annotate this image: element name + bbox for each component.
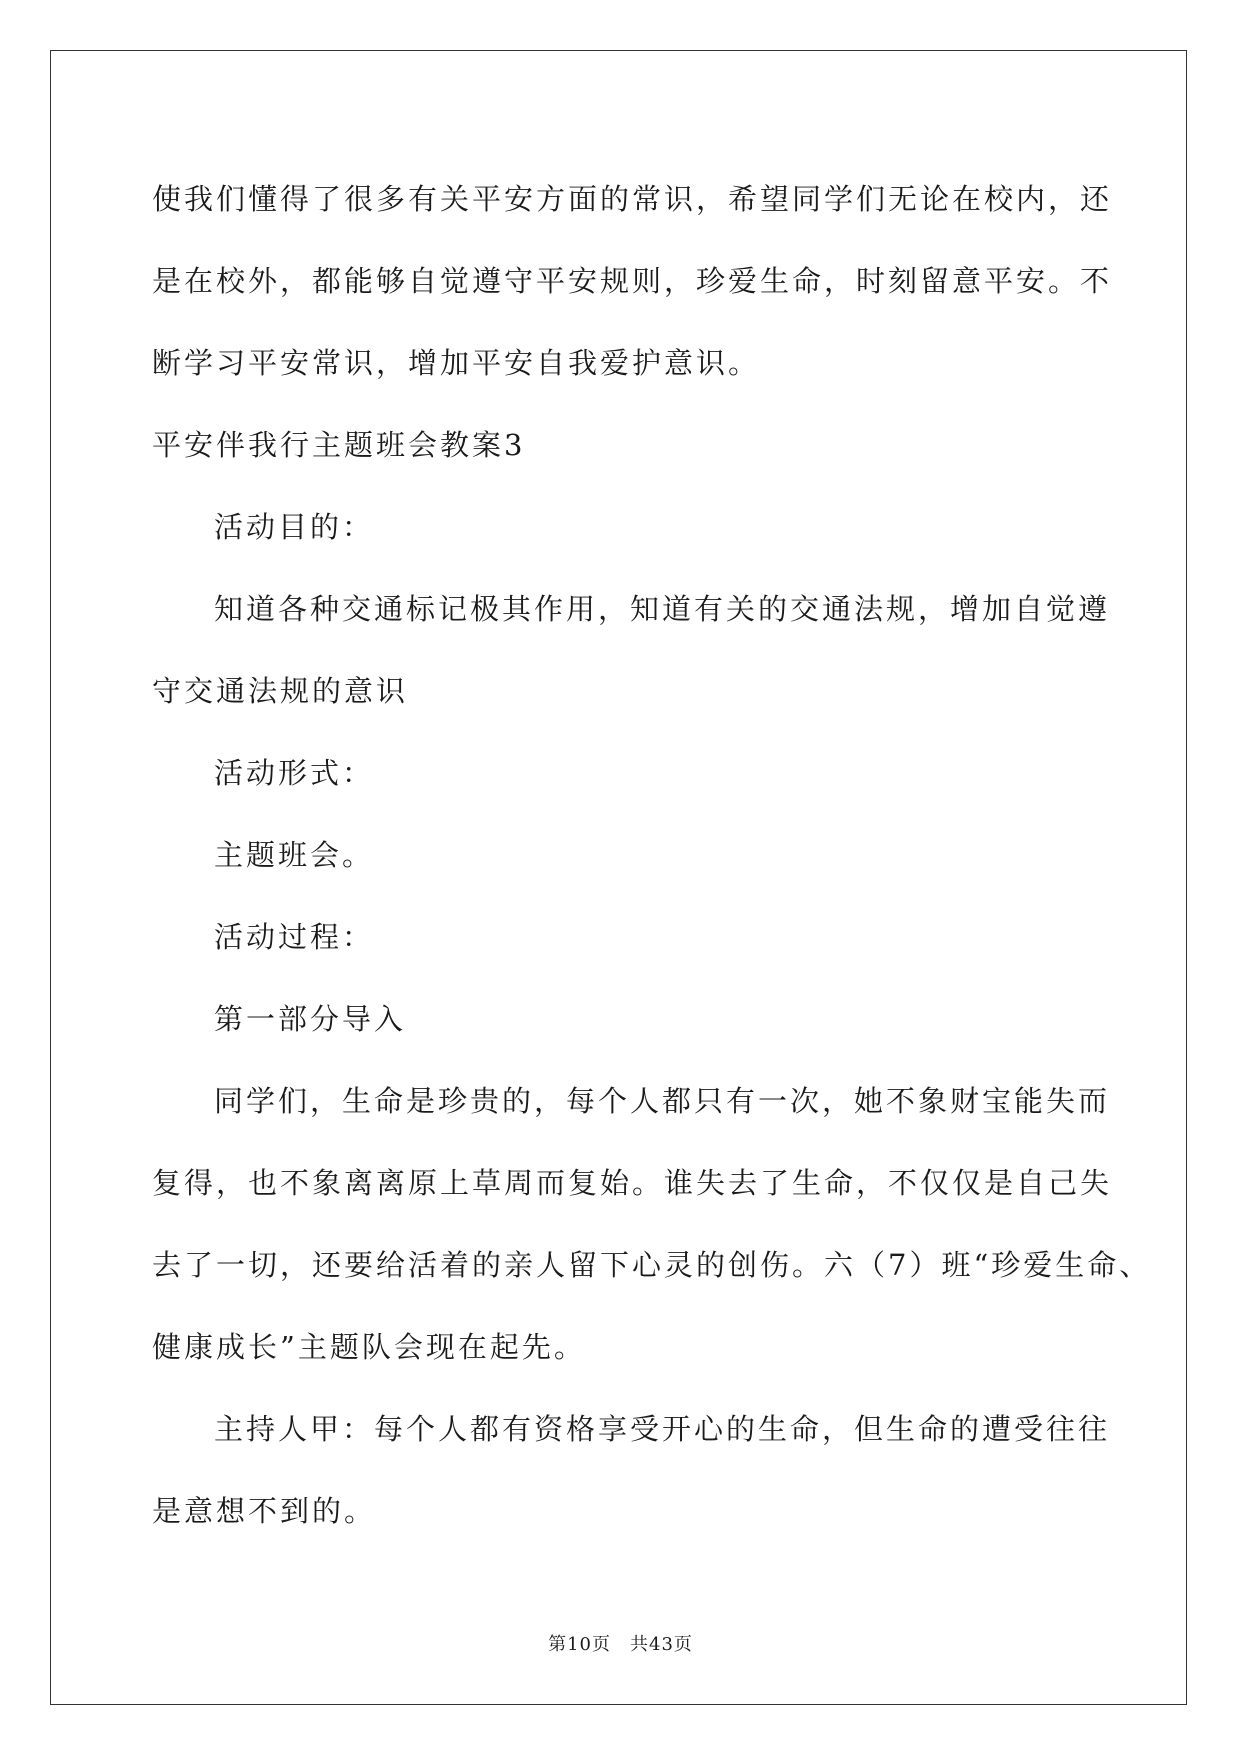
paragraph-line: 使我们懂得了很多有关平安方面的常识，希望同学们无论在校内，还 — [152, 182, 1113, 216]
paragraph-line: 第一部分导入 — [214, 1002, 407, 1036]
paragraph-line: 去了一切，还要给活着的亲人留下心灵的创伤。六（7）班“珍爱生命、 — [152, 1248, 1152, 1282]
paragraph-line: 主持人甲：每个人都有资格享受开心的生命，但生命的遭受往往 — [214, 1412, 1111, 1446]
footer-mid: 页 共 — [592, 1634, 649, 1655]
current-page-number: 10 — [567, 1634, 592, 1655]
paragraph-line: 健康成长”主题队会现在起先。 — [152, 1330, 586, 1364]
paragraph-line: 活动目的： — [214, 510, 375, 544]
paragraph-line: 守交通法规的意识 — [152, 674, 409, 708]
paragraph-line: 知道各种交通标记极其作用，知道有关的交通法规，增加自觉遵 — [214, 592, 1111, 626]
paragraph-line: 复得，也不象离离原上草周而复始。谁失去了生命，不仅仅是自己失 — [152, 1166, 1113, 1200]
document-body — [152, 158, 1152, 1552]
paragraph-line: 是在校外，都能够自觉遵守平安规则，珍爱生命，时刻留意平安。不 — [152, 264, 1113, 298]
page-footer — [0, 1630, 1241, 1656]
paragraph-line: 是意想不到的。 — [152, 1494, 377, 1528]
paragraph-line: 同学们，生命是珍贵的，每个人都只有一次，她不象财宝能失而 — [214, 1084, 1111, 1118]
paragraph-line: 活动过程： — [214, 920, 375, 954]
section-heading: 平安伴我行主题班会教案3 — [152, 428, 526, 462]
footer-suffix: 页 — [673, 1634, 693, 1655]
paragraph-line: 活动形式： — [214, 756, 375, 790]
paragraph-line: 主题班会。 — [214, 838, 375, 872]
paragraph-line: 断学习平安常识，增加平安自我爱护意识。 — [152, 346, 761, 380]
footer-prefix: 第 — [548, 1634, 568, 1655]
total-pages-number: 43 — [649, 1634, 674, 1655]
